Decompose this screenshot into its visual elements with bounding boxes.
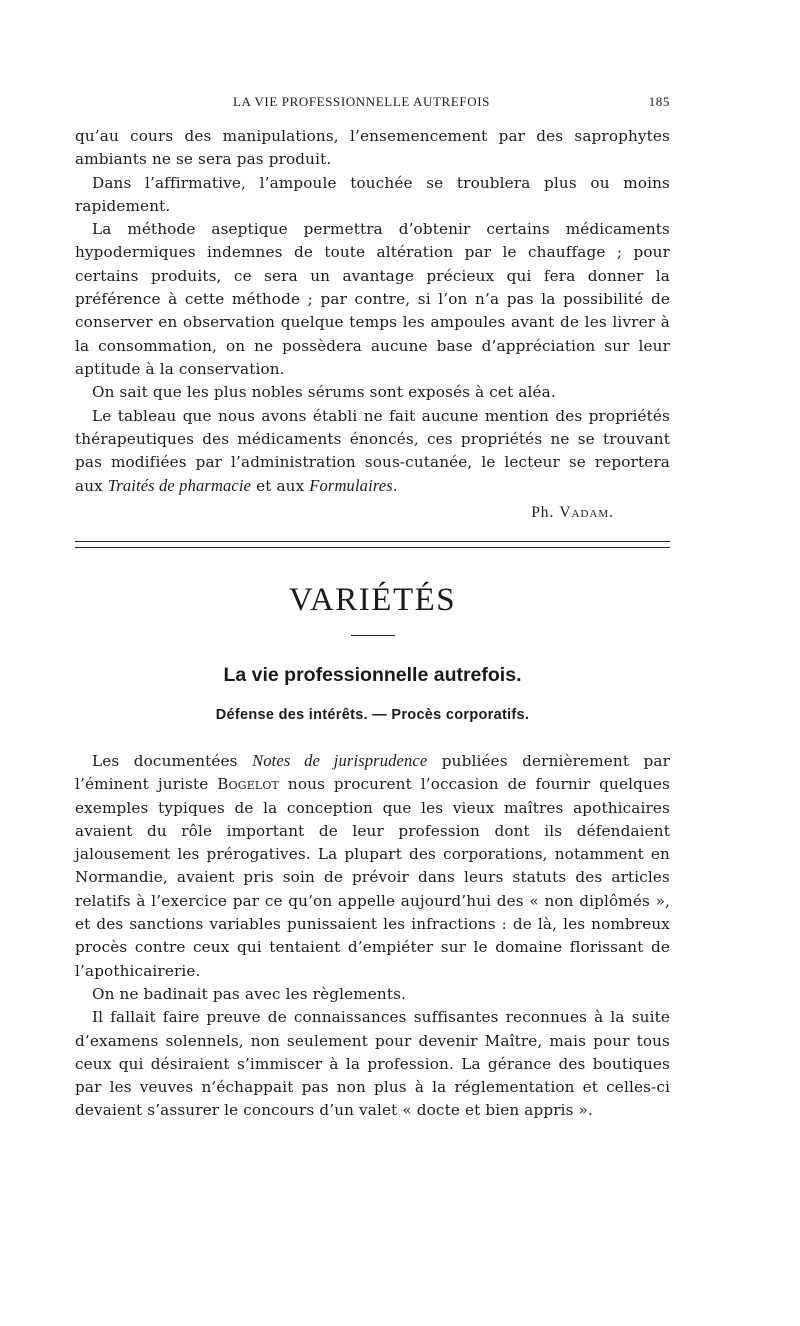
section-divider-top [75,541,670,542]
paragraph: Il fallait faire preuve de connaissances suffisantes reconnues à la suite d’examens solennels, non seulement pour devenir Maître, mais pour tous ceux qui désiraient s’immiscer à la profession. La gérance des boutiques par les veuves n’échappait pas non plus à la réglementation et celles-ci devaient s’assurer le concours d’un valet « docte et bien appris ». [75,1008,670,1120]
signature-initials: Ph. [531,503,555,521]
article-title: La vie professionnelle autrefois. [223,664,522,686]
previous-article-text [75,125,670,524]
author-signature [75,501,670,524]
article-body [75,749,670,1123]
title-underline [351,635,395,636]
running-header [75,94,670,112]
text-run: Les documentées [92,752,253,770]
italic-title-formulaires: Formulaires [309,476,393,496]
text-run: . [392,477,398,496]
text-run: nous procurent l’occasion de fournir quelques exemples typiques de la conception que les vieux maîtres apothicaires avaient du rôle important de leur profession dont ils défendaient jalousement les prérogatives. La plupart des corporations, notamment en Normandie, avaient pris soin de prévoir dans leurs statuts des articles relatifs à l’exercice par ce qu’on appelle aujourd’hui des « non diplômés », et des sanctions variables punissaient les infractions : de là, les nombreux procès contre ceux qui tentaient d’empiéter sur le domaine florissant de l’apothicairerie. [75,775,671,980]
article-subtitle: Défense des intérêts. — Procès corporatifs. [215,707,530,723]
signature-surname: Vadam. [559,503,614,521]
section-title: VARIÉTÉS [288,582,457,618]
paragraph: Dans l’affirmative, l’ampoule touchée se troublera plus ou moins rapidement. [75,173,670,215]
page-number: 185 [648,94,670,109]
paragraph: On sait que les plus nobles sérums sont exposés à cet aléa. [92,383,556,402]
text-run: publiées dernièrement par l’éminent juriste [75,752,671,794]
section-divider-bottom [75,547,670,548]
paragraph-last [75,405,670,499]
running-title: LA VIE PROFESSIONNELLE AUTREFOIS [233,94,490,109]
paragraph: La méthode aseptique permettra d’obtenir certains médicaments hypodermiques indemnes de toute altération par le chauffage ; pour certains produits, ce sera un avantage précieux qui fera donner la préférence à cette méthode ; par contre, si l’on n’a pas la possibilité de conserver en observation quelque temps les ampoules avant de les livrer à la consommation, on ne possèdera aucune base d’appréciation sur leur aptitude à la conservation. [75,220,670,378]
paragraph-continuation: qu’au cours des manipulations, l’ensemencement par des saprophytes ambiants ne se sera pas produit. [75,127,670,169]
text-run: et aux [251,477,310,496]
text-run: Le tableau que nous avons établi ne fait aucune mention des propriétés thérapeutiques des médicaments énoncés, ces propriétés ne se trouvant pas modifiées par l’administration sous-cutanée, le lecteur se reportera aux [75,406,670,496]
italic-title-traites: Traités de pharmacie [107,476,252,496]
person-name: Bogelot [217,775,280,794]
paragraph [75,749,670,983]
italic-notes-de-jurisprudence: Notes de jurisprudence [252,751,428,770]
paragraph: On ne badinait pas avec les règlements. [92,984,407,1003]
